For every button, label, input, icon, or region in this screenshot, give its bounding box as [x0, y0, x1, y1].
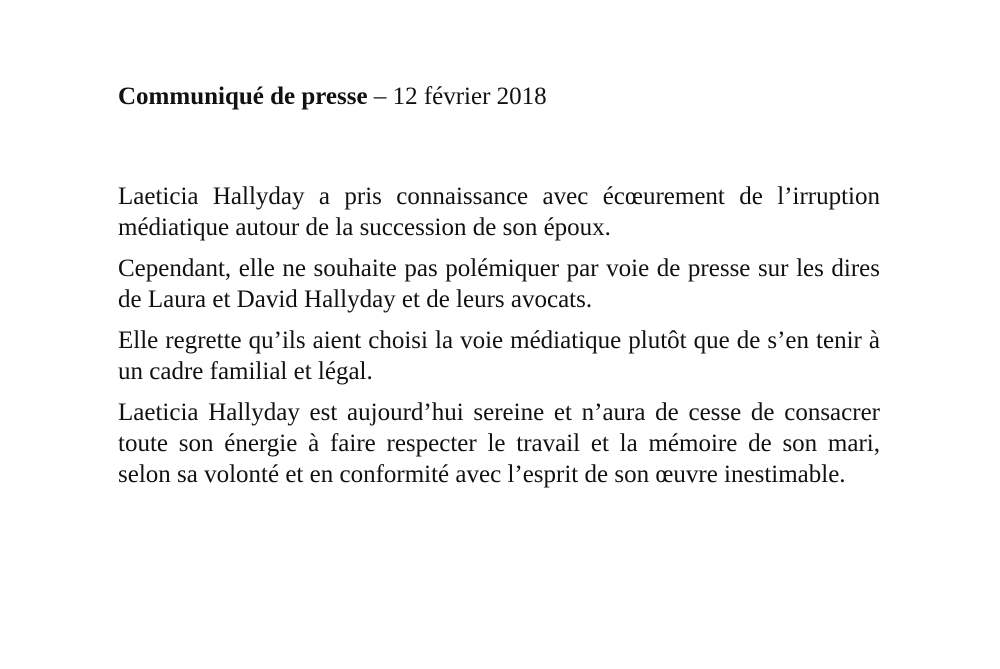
title-label: Communiqué de presse: [118, 83, 368, 110]
paragraph-4: Laeticia Hallyday est aujourd’hui sereine et n’aura de cesse de consacrer toute son énergie à faire respecter le travail et la mémoire de son mari, selon sa volonté et en conformité avec l’esprit de son œuvre inestimable.: [118, 399, 880, 488]
press-release-title: [118, 82, 880, 112]
paragraph-1: Laeticia Hallyday a pris connaissance avec écœurement de l’irruption médiatique autour de la succession de son époux.: [118, 183, 880, 241]
title-date: – 12 février 2018: [367, 83, 547, 110]
paragraph-2: Cependant, elle ne souhaite pas polémiquer par voie de presse sur les dires de Laura et David Hallyday et de leurs avocats.: [118, 255, 880, 313]
press-release-document: [118, 82, 880, 500]
press-release-body: [118, 181, 880, 490]
paragraph-3: Elle regrette qu’ils aient choisi la voie médiatique plutôt que de s’en tenir à un cadre familial et légal.: [118, 327, 880, 385]
